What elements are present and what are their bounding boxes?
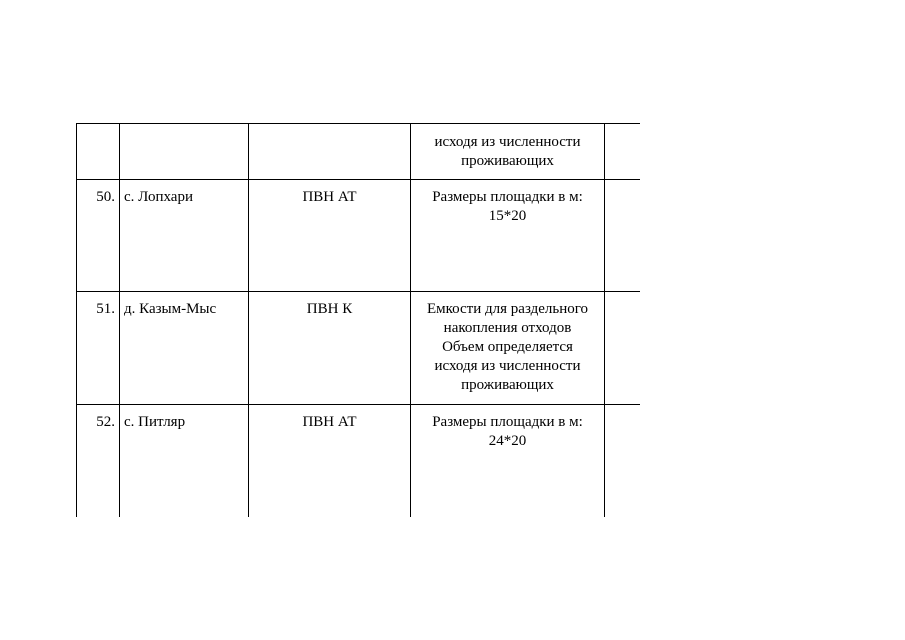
cell-extra <box>605 405 641 518</box>
cell-description <box>411 124 605 180</box>
cell-description <box>411 180 605 292</box>
description-line: Размеры площадки в м: <box>432 414 583 430</box>
description-line: проживающих <box>461 153 554 169</box>
cell-settlement: д. Казым-Мыс <box>120 292 249 405</box>
cell-settlement: с. Питляр <box>120 405 249 518</box>
description-line: Размеры площадки в м: <box>432 189 583 205</box>
cell-number: 50. <box>77 180 120 292</box>
table-row <box>77 292 641 405</box>
cell-type: ПВН АТ <box>249 405 411 518</box>
description-line: накопления отходов <box>443 320 572 336</box>
description-line: 15*20 <box>488 208 527 224</box>
description-line: проживающих <box>461 377 554 393</box>
description-line: исходя из численности <box>434 358 581 374</box>
cell-type: ПВН АТ <box>249 180 411 292</box>
description-line: Емкости для раздельного <box>426 301 589 317</box>
cell-type: ПВН К <box>249 292 411 405</box>
description-line: исходя из численности <box>434 134 581 150</box>
description-line: 24*20 <box>488 433 527 449</box>
cell-extra <box>605 124 641 180</box>
cell-description <box>411 292 605 405</box>
cell-description <box>411 405 605 518</box>
cell-settlement: с. Лопхари <box>120 180 249 292</box>
table-row-continued <box>77 124 641 180</box>
table-row <box>77 180 641 292</box>
cell-extra <box>605 180 641 292</box>
cell-number: 52. <box>77 405 120 518</box>
cell-settlement <box>120 124 249 180</box>
table-row <box>77 405 641 518</box>
cell-extra <box>605 292 641 405</box>
table-viewport <box>76 123 640 517</box>
cell-number <box>77 124 120 180</box>
cell-number: 51. <box>77 292 120 405</box>
description-line: Объем определяется <box>442 339 573 355</box>
cell-type <box>249 124 411 180</box>
settlements-table <box>76 123 640 517</box>
